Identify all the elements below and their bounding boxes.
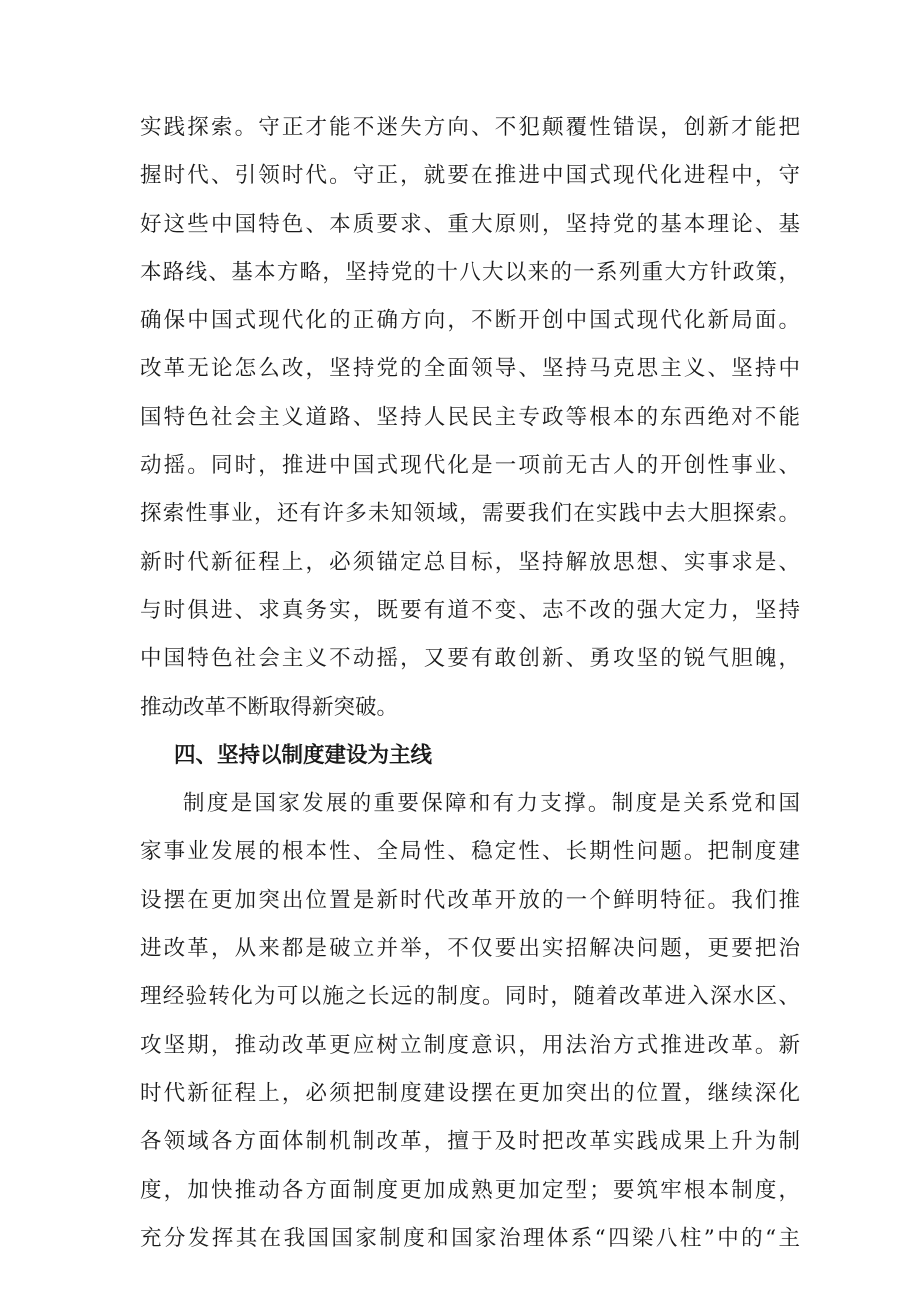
text-line: 确保中国式现代化的正确方向，不断开创中国式现代化新局面。 <box>140 308 800 334</box>
paragraph-continued <box>140 104 800 732</box>
text-line: 进改革，从来都是破立并举，不仅要出实招解决问题，更要把治 <box>140 936 800 962</box>
text-line: 动摇。同时，推进中国式现代化是一项前无古人的开创性事业、 <box>140 453 800 479</box>
text-line: 改革无论怎么改，坚持党的全面领导、坚持马克思主义、坚持中 <box>140 356 800 382</box>
document-body <box>140 104 800 1263</box>
text-line: 好这些中国特色、本质要求、重大原则，坚持党的基本理论、基 <box>140 211 800 237</box>
text-line: 推动改革不断取得新突破。 <box>140 694 399 720</box>
text-line: 时代新征程上，必须把制度建设摆在更加突出的位置，继续深化 <box>140 1080 800 1106</box>
text-line: 中国特色社会主义不动摇，又要有敢创新、勇攻坚的锐气胆魄， <box>140 646 800 672</box>
text-line: 攻坚期，推动改革更应树立制度意识，用法治方式推进改革。新 <box>140 1032 800 1058</box>
text-line: 本路线、基本方略，坚持党的十八大以来的一系列重大方针政策， <box>140 259 800 285</box>
paragraph-institution-building <box>140 780 800 1263</box>
text-line: 设摆在更加突出位置是新时代改革开放的一个鲜明特征。我们推 <box>140 887 800 913</box>
text-line: 家事业发展的根本性、全局性、稳定性、长期性问题。把制度建 <box>140 839 800 865</box>
text-line: 各领域各方面体制机制改革，擅于及时把改革实践成果上升为制 <box>140 1129 800 1155</box>
text-line: 新时代新征程上，必须锚定总目标，坚持解放思想、实事求是、 <box>140 549 800 575</box>
text-line: 实践探索。守正才能不迷失方向、不犯颠覆性错误，创新才能把 <box>140 115 800 140</box>
text-line: 充分发挥其在我国国家制度和国家治理体系“四梁八柱”中的“主 <box>140 1225 800 1251</box>
text-line: 度，加快推动各方面制度更加成熟更加定型；要筑牢根本制度， <box>140 1177 800 1203</box>
section-heading: 四、坚持以制度建设为主线 <box>174 742 433 768</box>
text-line: 探索性事业，还有许多未知领域，需要我们在实践中去大胆探索。 <box>140 501 800 527</box>
text-line: 握时代、引领时代。守正，就要在推进中国式现代化进程中，守 <box>140 163 800 189</box>
text-line: 与时俱进、求真务实，既要有道不变、志不改的强大定力，坚持 <box>140 597 800 623</box>
text-line: 理经验转化为可以施之长远的制度。同时，随着改革进入深水区、 <box>140 984 800 1010</box>
text-line: 制度是国家发展的重要保障和有力支撑。制度是关系党和国 <box>183 791 800 817</box>
text-line: 国特色社会主义道路、坚持人民民主专政等根本的东西绝对不能 <box>140 404 800 430</box>
